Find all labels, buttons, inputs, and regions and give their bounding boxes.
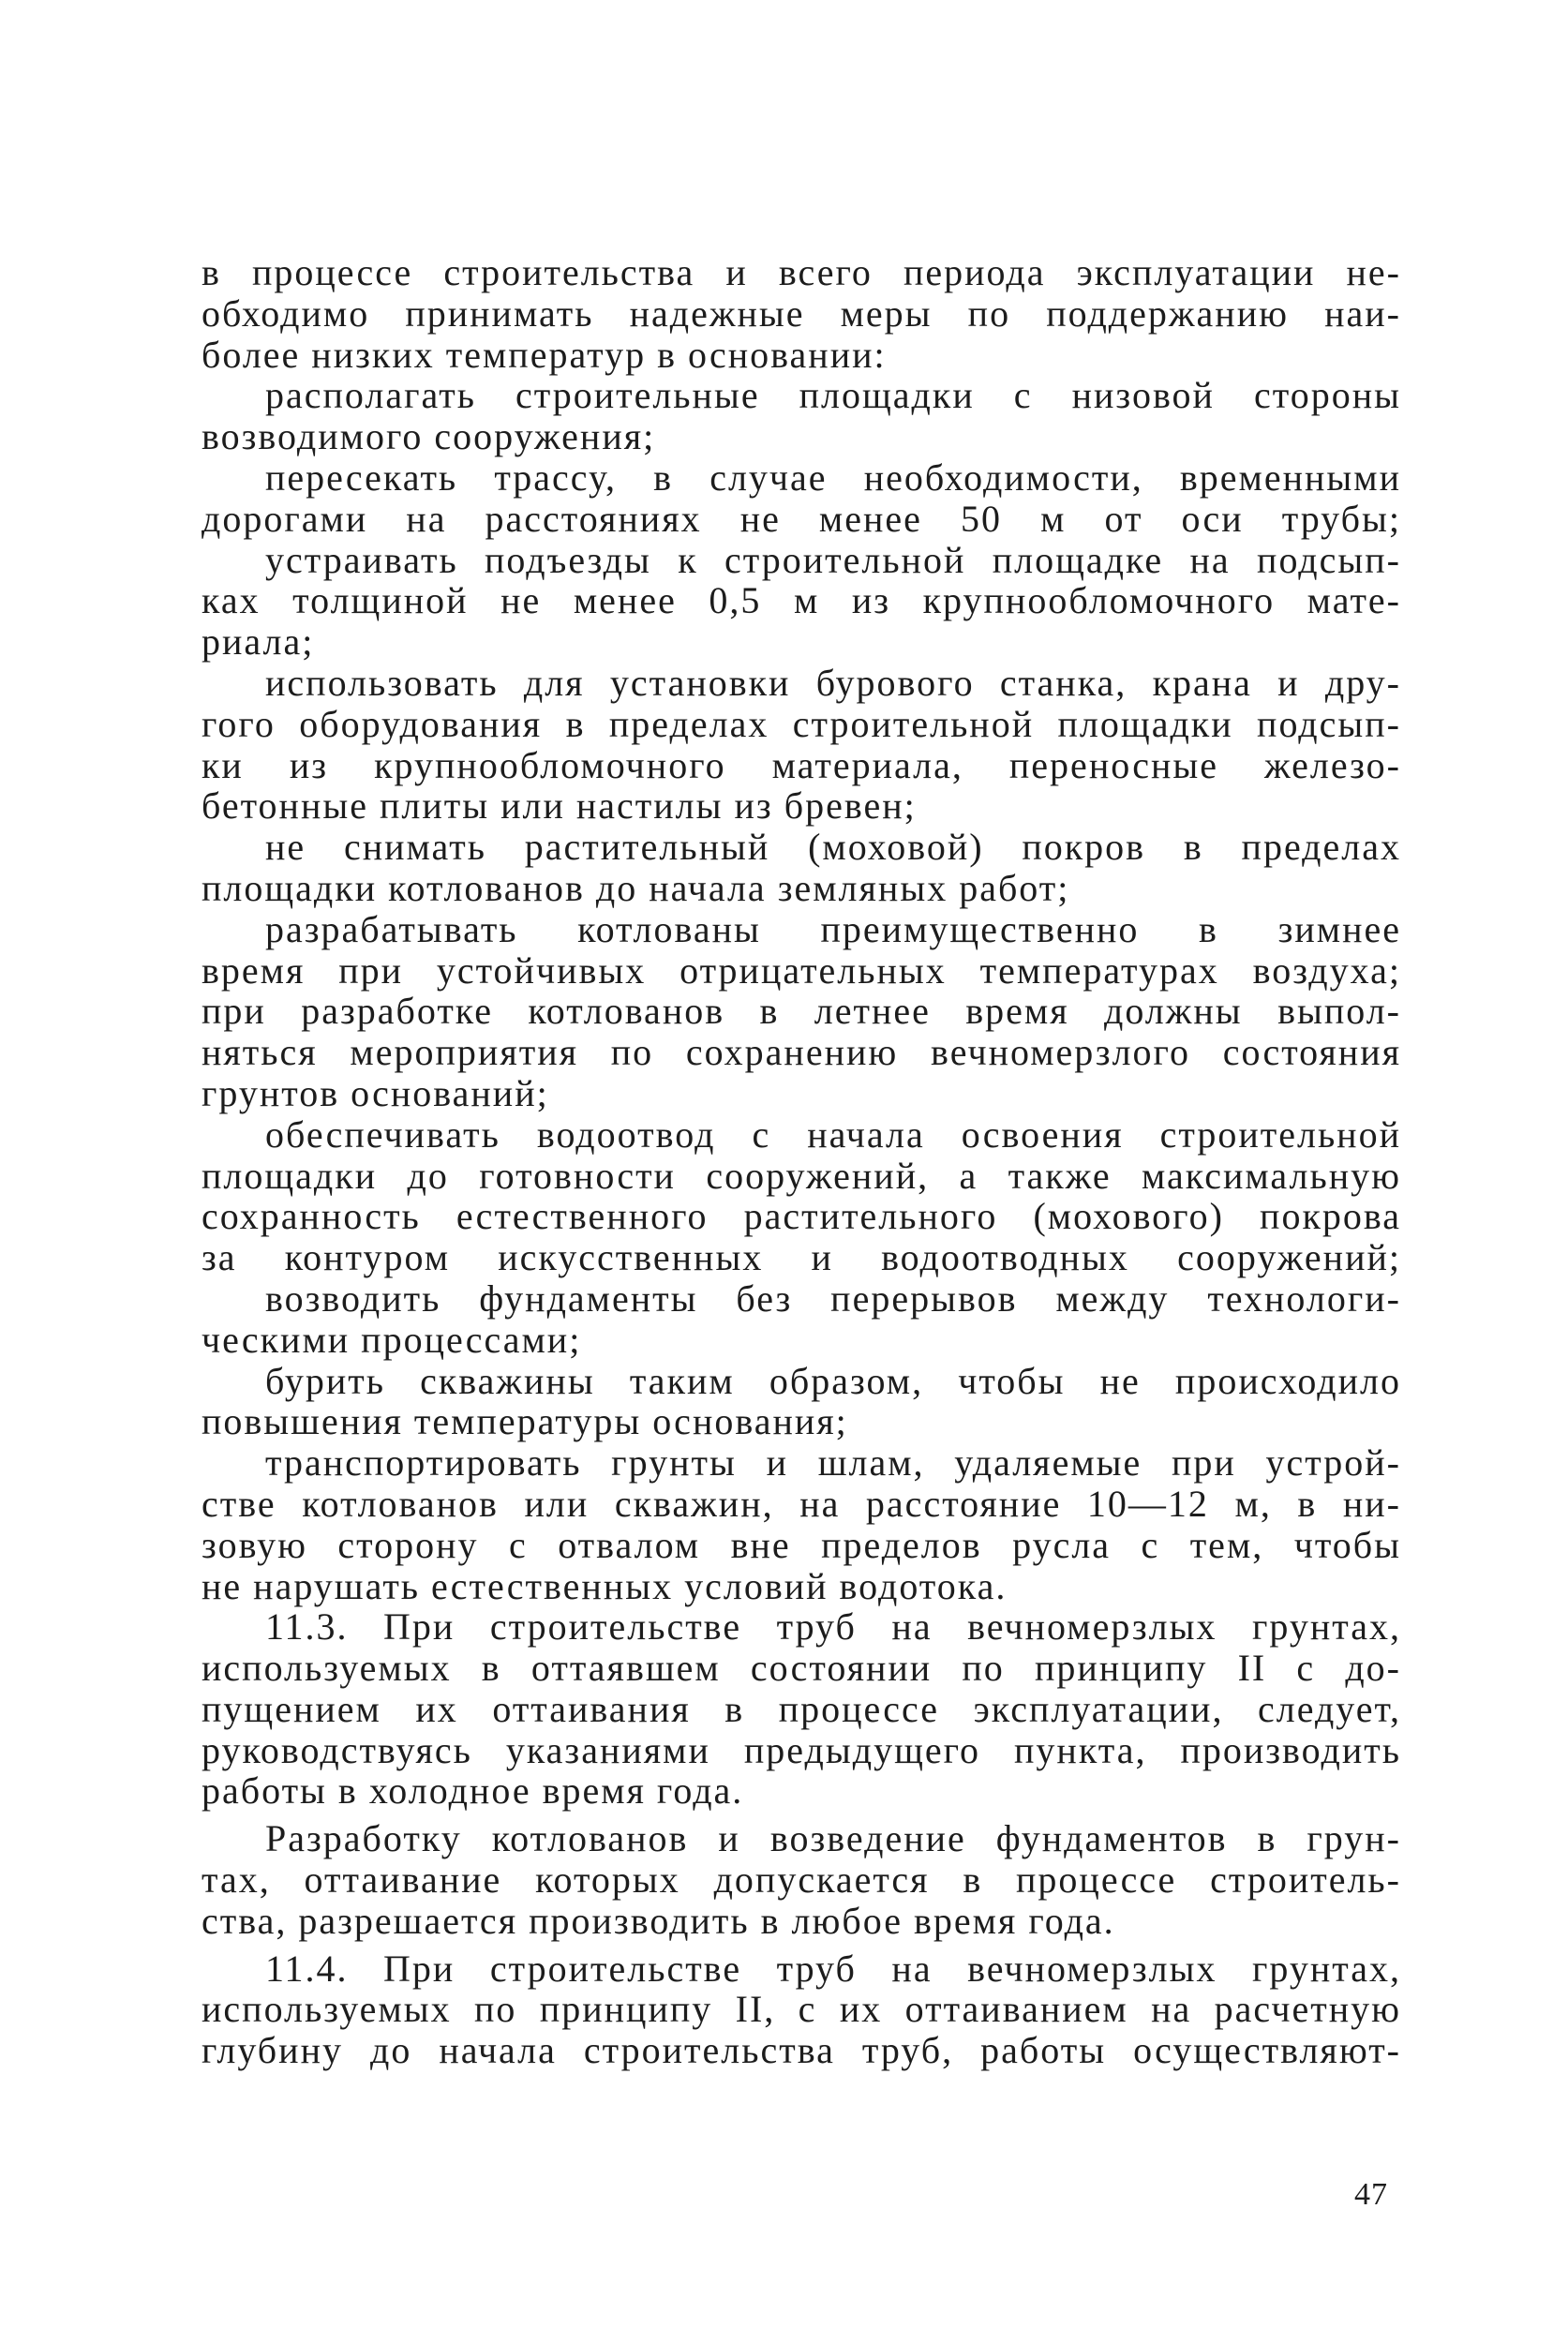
text-line: использовать для установки бурового станка, крана и дру- [265,661,1401,704]
list-item [202,1114,1401,1278]
clause-11-3 [202,1606,1401,1812]
clause-paragraph [202,1818,1401,1941]
text-line: пущением их оттаивания в процессе эксплуатации, следует, [202,1687,1401,1730]
text-line: обеспечивать водоотвод с начала освоения строительной [265,1112,1401,1156]
list-item [202,1442,1401,1606]
text-line: в процессе строительства и всего периода эксплуатации не- [202,251,1401,293]
text-line: площадки до готовности сооружений, а также максимальную [202,1154,1401,1197]
text-line: дорогами на расстояниях не менее 50 м от оси трубы; [202,497,1401,540]
text-line: за контуром искусственных и водоотводных сооружений; [202,1236,1401,1279]
text-line: при разработке котлованов в летнее время должны выпол- [202,990,1401,1033]
text-line: бурить скважины таким образом, чтобы не происходило [265,1359,1401,1402]
page-body [202,252,1401,2071]
text-line: бетонные плиты или настилы из бревен; [202,784,917,828]
text-line: время при устойчивых отрицательных температурах воздуха; [202,948,1401,992]
text-line: не снимать растительный (моховой) покров в пределах [265,826,1401,869]
list-item [202,663,1401,827]
text-line: стве котлованов или скважин, на расстояние 10—12 м, в ни- [202,1482,1401,1525]
list-item [202,1278,1401,1361]
text-line: более низких температур в основании: [202,333,887,376]
text-line: риала; [202,620,315,664]
text-line: возводимого сооружения; [202,415,656,458]
text-line: ческими процессами; [202,1318,582,1361]
list-item [202,375,1401,457]
text-line: возводить фундаменты без перерывов между технологи- [265,1276,1401,1320]
list-item [202,540,1401,663]
text-line: пересекать трассу, в случае необходимости, временными [265,455,1401,499]
text-line: ки из крупнообломочного материала, переносные железо- [202,743,1401,786]
text-line: глубину до начала строительства труб, работы осуществляют- [202,2029,1401,2072]
text-line: устраивать подъезды к строительной площадке на подсып- [265,538,1401,581]
list-item [202,457,1401,540]
text-line: транспортировать грунты и шлам, удаляемые при устрой- [265,1441,1401,1485]
text-line: разрабатывать котлованы преимущественно в зимнее [265,907,1401,950]
text-line: обходимо принимать надежные меры по поддержанию наи- [202,291,1401,335]
text-line: 11.3. При строительстве труб на вечномерзлых грунтах, [265,1605,1401,1649]
text-line: повышения температуры основания; [202,1400,848,1443]
text-line: ках толщиной не менее 0,5 м из крупнообломочного мате- [202,579,1401,622]
page-number: 47 [1354,2177,1388,2212]
text-line: зовую сторону с отвалом вне пределов русла с тем, чтобы [202,1523,1401,1566]
text-line: Разработку котлованов и возведение фундаментов в грун- [265,1817,1401,1860]
text-line: 11.4. При строительстве труб на вечномерзлых грунтах, [265,1947,1401,1990]
list-item [202,1361,1401,1443]
text-line: грунтов оснований; [202,1071,549,1114]
clause-11-4 [202,1948,1401,2071]
text-line: располагать строительные площадки с низовой стороны [265,374,1401,417]
intro-paragraph [202,252,1401,375]
text-line: руководствуясь указаниями предыдущего пункта, производить [202,1728,1401,1771]
text-line: сохранность естественного растительного (мохового) покрова [202,1195,1401,1238]
text-line: няться мероприятия по сохранению вечномерзлого состояния [202,1031,1401,1074]
text-line: используемых по принципу II, с их оттаиванием на расчетную [202,1988,1401,2031]
text-line: гого оборудования в пределах строительной площадки подсып- [202,702,1401,745]
text-line: не нарушать естественных условий водотока. [202,1564,1008,1607]
list-item [202,827,1401,909]
text-line: ства, разрешается производить в любое время года. [202,1899,1115,1942]
list-item [202,909,1401,1114]
text-line: работы в холодное время года. [202,1769,744,1813]
text-line: используемых в оттаявшем состоянии по принципу II с до- [202,1647,1401,1690]
text-line: тах, оттаивание которых допускается в процессе строитель- [202,1858,1401,1902]
text-line: площадки котлованов до начала земляных работ; [202,866,1070,909]
